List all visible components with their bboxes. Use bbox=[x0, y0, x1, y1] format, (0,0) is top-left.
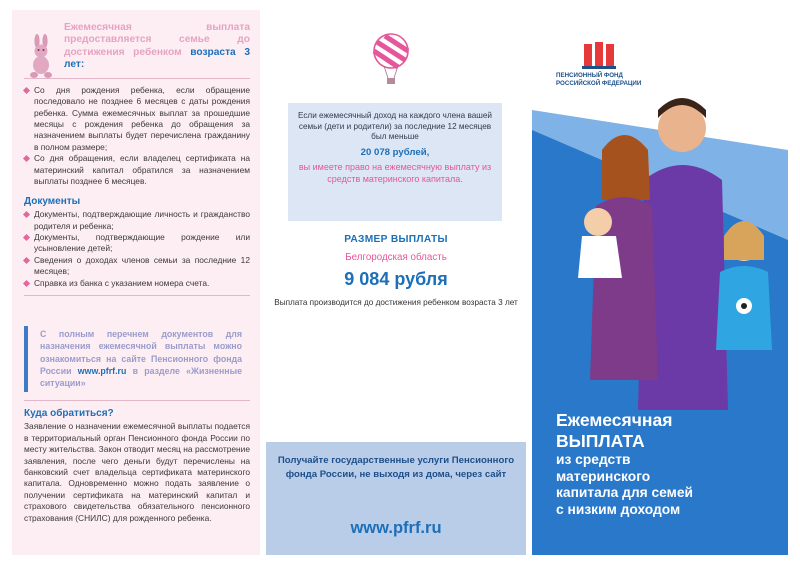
documents-notice bbox=[24, 326, 250, 392]
bullet-icon bbox=[23, 234, 30, 241]
where-text: Заявление о назначении ежемесячной выплаты подается в территориальный орган Пенсионного фонда России по месту жительства. Закон отводит месяц на рассмотрение заявления, после чего деньги будут перечислены на банковский счет владельца сертификата материнского капитала. Одновременно можно подать заявление о получении сертификата на материнский капитал и страхового свидетельства обязательного пенсионного страхования (СНИЛС) для рожденного ребенка. bbox=[24, 421, 250, 523]
document-text: Документы, подтверждающие личность и гражданство родителя и ребенка; bbox=[34, 209, 250, 231]
divider bbox=[24, 78, 250, 79]
left-intro bbox=[64, 22, 250, 72]
where-title: Куда обратиться? bbox=[24, 407, 114, 419]
payment-size-title: РАЗМЕР ВЫПЛАТЫ bbox=[344, 234, 448, 245]
list-item bbox=[24, 209, 250, 232]
cover-line-1: Ежемесячная bbox=[556, 410, 673, 430]
region-name: Белгородская область bbox=[345, 252, 447, 263]
services-banner bbox=[266, 442, 526, 555]
income-condition: Если ежемесячный доход на каждого члена вашей семьи (дети и родители) за последние 12 месяцев был меньше bbox=[297, 111, 493, 142]
list-item bbox=[24, 85, 250, 154]
divider bbox=[24, 400, 250, 401]
list-item bbox=[24, 255, 250, 278]
services-text: Получайте государственные услуги Пенсионного фонда России, не выходя из дома, через сайт bbox=[277, 455, 515, 480]
payment-size-block bbox=[274, 228, 518, 309]
document-text: Сведения о доходах членов семьи за последние 12 месяцев; bbox=[34, 254, 250, 277]
documents-title: Документы bbox=[24, 195, 81, 207]
bullet-icon bbox=[23, 280, 30, 287]
documents-list bbox=[24, 209, 250, 289]
intro-emphasis: возраста 3 лет: bbox=[64, 46, 250, 71]
pfr-logo-icon bbox=[582, 40, 616, 70]
list-item bbox=[24, 278, 250, 289]
middle-panel bbox=[266, 10, 526, 555]
pfr-logo-text bbox=[556, 72, 641, 88]
conditions-list bbox=[24, 85, 250, 188]
notice-text-end: в разделе «Жизненные ситуации» bbox=[40, 366, 242, 389]
income-threshold: 20 078 рублей, bbox=[360, 146, 430, 158]
list-item bbox=[24, 153, 250, 187]
bullet-icon bbox=[23, 87, 30, 94]
cover-line-6: с низким доходом bbox=[556, 501, 681, 517]
cover-line-4: материнского bbox=[556, 468, 651, 484]
cover-title bbox=[556, 410, 693, 518]
divider bbox=[24, 295, 250, 296]
cover-line-5: капитала для семей bbox=[556, 485, 694, 501]
cover-line-2: ВЫПЛАТА bbox=[556, 431, 645, 451]
site-link[interactable]: www.pfrf.ru bbox=[350, 519, 442, 537]
pfrf-link[interactable]: www.pfrf.ru bbox=[77, 366, 127, 377]
document-text: Справка из банка с указанием номера счета. bbox=[34, 277, 210, 288]
right-panel bbox=[532, 10, 788, 555]
intro-text: Ежемесячная выплата предоставляется семье до достижения ребенком bbox=[64, 22, 250, 58]
left-panel bbox=[12, 10, 260, 555]
bullet-icon bbox=[23, 155, 30, 162]
payment-note: Выплата производится до достижения ребенком возраста 3 лет bbox=[274, 298, 518, 307]
document-text: Документы, подтверждающие рождение или усыновление детей; bbox=[34, 231, 250, 254]
income-info-box bbox=[288, 103, 502, 221]
bunny-toy-icon bbox=[28, 34, 56, 80]
bullet-icon bbox=[23, 257, 30, 264]
condition-text: Со дня рождения ребенка, если обращение последовало не позднее 6 месяцев с даты рождения ребенка. Сумма ежемесячных выплат за прошедшие месяцы с рождения ребенка до обращения за назначением выплаты будет перечислена гражданину в полном размере; bbox=[34, 84, 250, 152]
condition-text: Со дня обращения, если владелец сертификата на материнский капитал обратился за назначением выплаты позднее 6 месяцев. bbox=[34, 153, 250, 187]
logo-line-1: ПЕНСИОННЫЙ ФОНД bbox=[556, 72, 623, 79]
income-right: вы имеете право на ежемесячную выплату из средств материнского капитала. bbox=[298, 162, 492, 185]
hot-air-balloon-icon bbox=[371, 32, 411, 90]
list-item bbox=[24, 232, 250, 255]
logo-line-2: РОССИЙСКОЙ ФЕДЕРАЦИИ bbox=[556, 80, 642, 88]
payment-amount: 9 084 рубля bbox=[344, 269, 448, 289]
bullet-icon bbox=[23, 211, 30, 218]
cover-line-3: из средств bbox=[556, 452, 631, 467]
notice-text: С полным перечнем документов для назначения ежемесячной выплаты можно ознакомиться на сайте Пенсионного фонда России bbox=[40, 329, 242, 377]
